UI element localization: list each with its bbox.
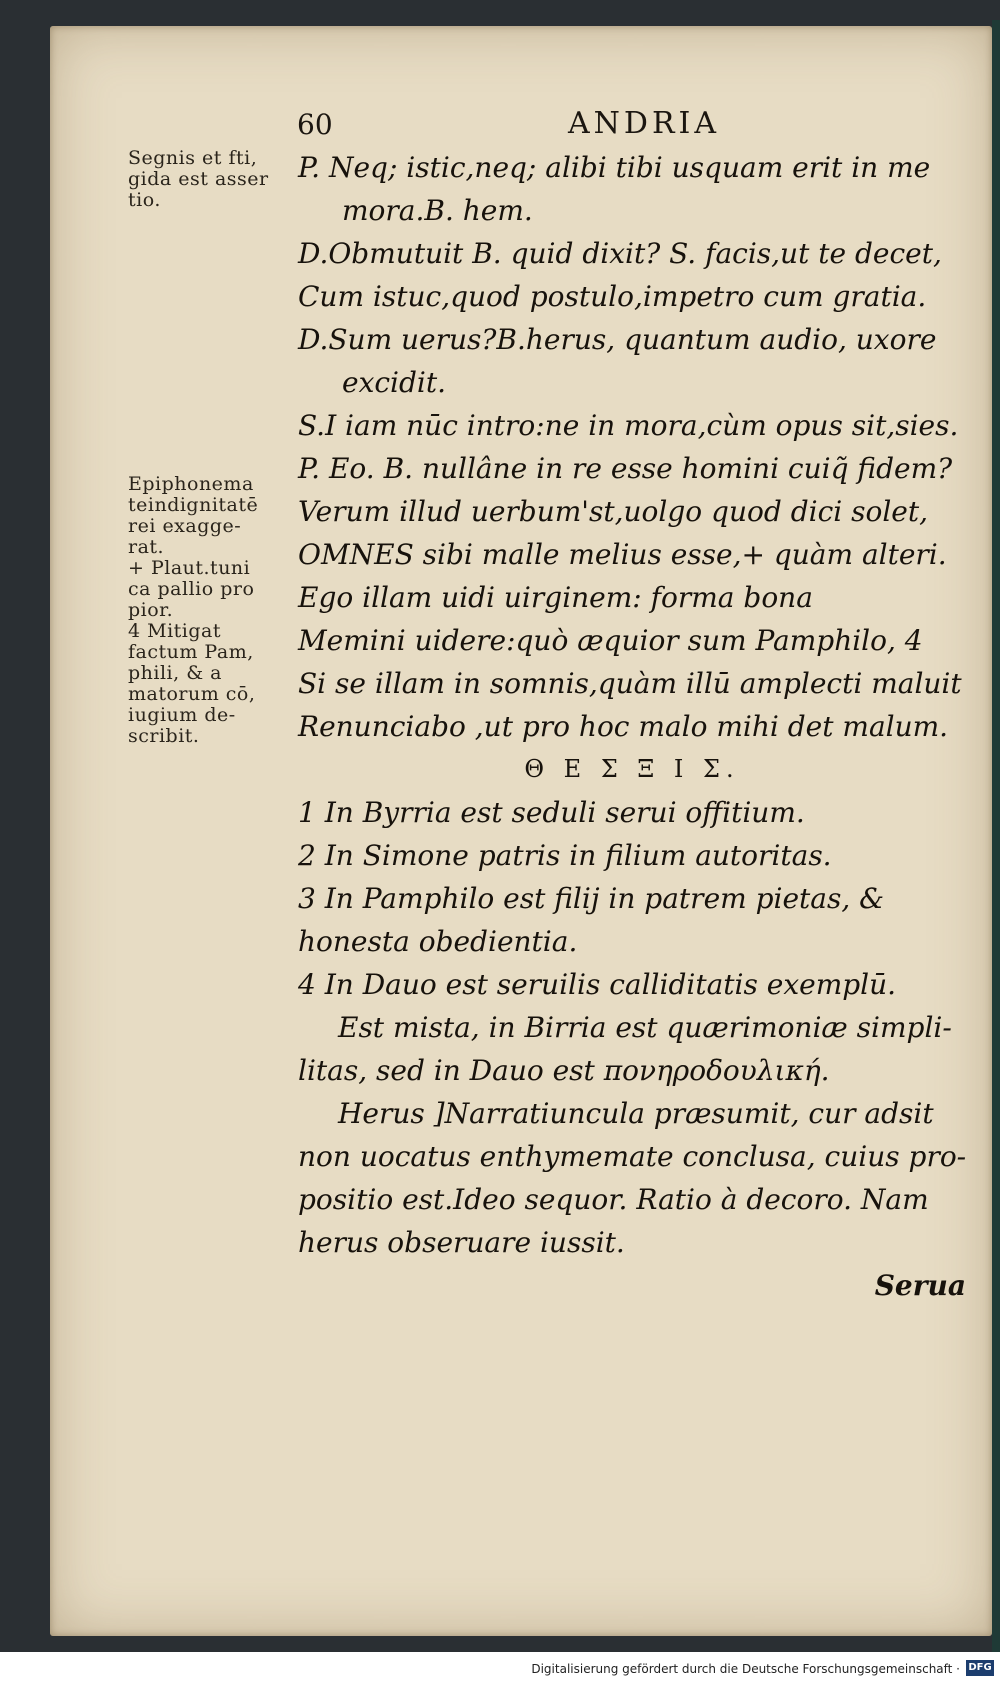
margin-line: Segnis et fti, [128,147,258,169]
verse-line: D.Sum uerus?B.herus, quantum audio, uxore [298,323,937,356]
running-head: ANDRIA [568,106,721,141]
thesis-line: 1 In Byrria est seduli serui offitium. [298,796,805,829]
main-text [298,146,966,1307]
verse-line: Ego illam uidi uirginem: forma bona [298,581,813,614]
verse-line: Verum illud uerbum'st,uolgo quod dici solet, [298,495,929,528]
margin-line: 4 Mitigat [128,620,221,642]
verse-line: OMNES sibi malle melius esse,+ quàm alteri. [298,538,947,571]
verse-line: P. Eo. B. nullâne in re esse homini cuiq̃ fidem? [298,452,953,485]
verse-line: P. Neq; istic,neq; alibi tibi usquam erit in me [298,151,931,184]
commentary-line: Herus ]Narratiuncula præsumit, cur adsit [338,1097,934,1130]
commentary-line: positio est.Ideo sequor. Ratio à decoro. Nam [298,1183,929,1216]
thesis-line: 3 In Pamphilo est filij in patrem pietas, & [298,882,885,915]
page-number: 60 [297,108,333,141]
verse-line: Memini uidere:quò æquior sum Pamphilo, 4 [298,624,923,657]
margin-line: gida est asser [128,168,269,190]
margin-line: rei exagge- [128,515,242,537]
dfg-logo: DFG [966,1660,994,1676]
verse-line: Si se illam in somnis,quàm illū amplecti maluit [298,667,962,700]
margin-line: pior. [128,599,174,621]
thesis-line: 2 In Simone patris in filium autoritas. [298,839,832,872]
margin-line: ca pallio pro [128,578,255,600]
margin-line: Epiphonema [128,473,254,495]
thesis-line: honesta obedientia. [298,925,578,958]
book-cover-edge [992,20,1000,1660]
verse-line: Cum istuc,quod postulo,impetro cum gratia. [298,280,927,313]
margin-line: tio. [128,189,161,211]
theses-heading: Θ Ε Σ Ξ Ι Σ. [524,755,740,783]
margin-note-2 [128,474,303,747]
margin-line: rat. [128,536,165,558]
thesis-line: Est mista, in Birria est quærimoniæ simpli- [338,1011,952,1044]
verse-line: S.I iam nūc intro:ne in mora,cùm opus sit,sies. [298,409,959,442]
commentary-line: herus obseruare iussit. [298,1226,625,1259]
margin-line: factum Pam, [128,641,254,663]
verse-line: excidit. [342,366,447,399]
thesis-line: litas, sed in Dauo est πονηροδουλική. [298,1054,830,1087]
footer-credit: Digitalisierung gefördert durch die Deutsche Forschungsgemeinschaft · [531,1662,960,1676]
margin-line: phili, & a [128,662,222,684]
verse-line: mora.B. hem. [342,194,533,227]
margin-line: + Plaut.tuni [128,557,251,579]
catchword: Serua [874,1269,966,1302]
thesis-line: 4 In Dauo est seruilis calliditatis exemplū. [298,968,897,1001]
margin-line: iugium de- [128,704,236,726]
margin-line: matorum cō, [128,683,256,705]
verse-line: D.Obmutuit B. quid dixit? S. facis,ut te decet, [298,237,942,270]
verse-line: Renunciabo ,ut pro hoc malo mihi det malum. [298,710,949,743]
margin-note-1 [128,148,303,211]
margin-line: scribit. [128,725,200,747]
margin-line: teindignitatē [128,494,259,516]
commentary-line: non uocatus enthymemate conclusa, cuius pro- [298,1140,967,1173]
